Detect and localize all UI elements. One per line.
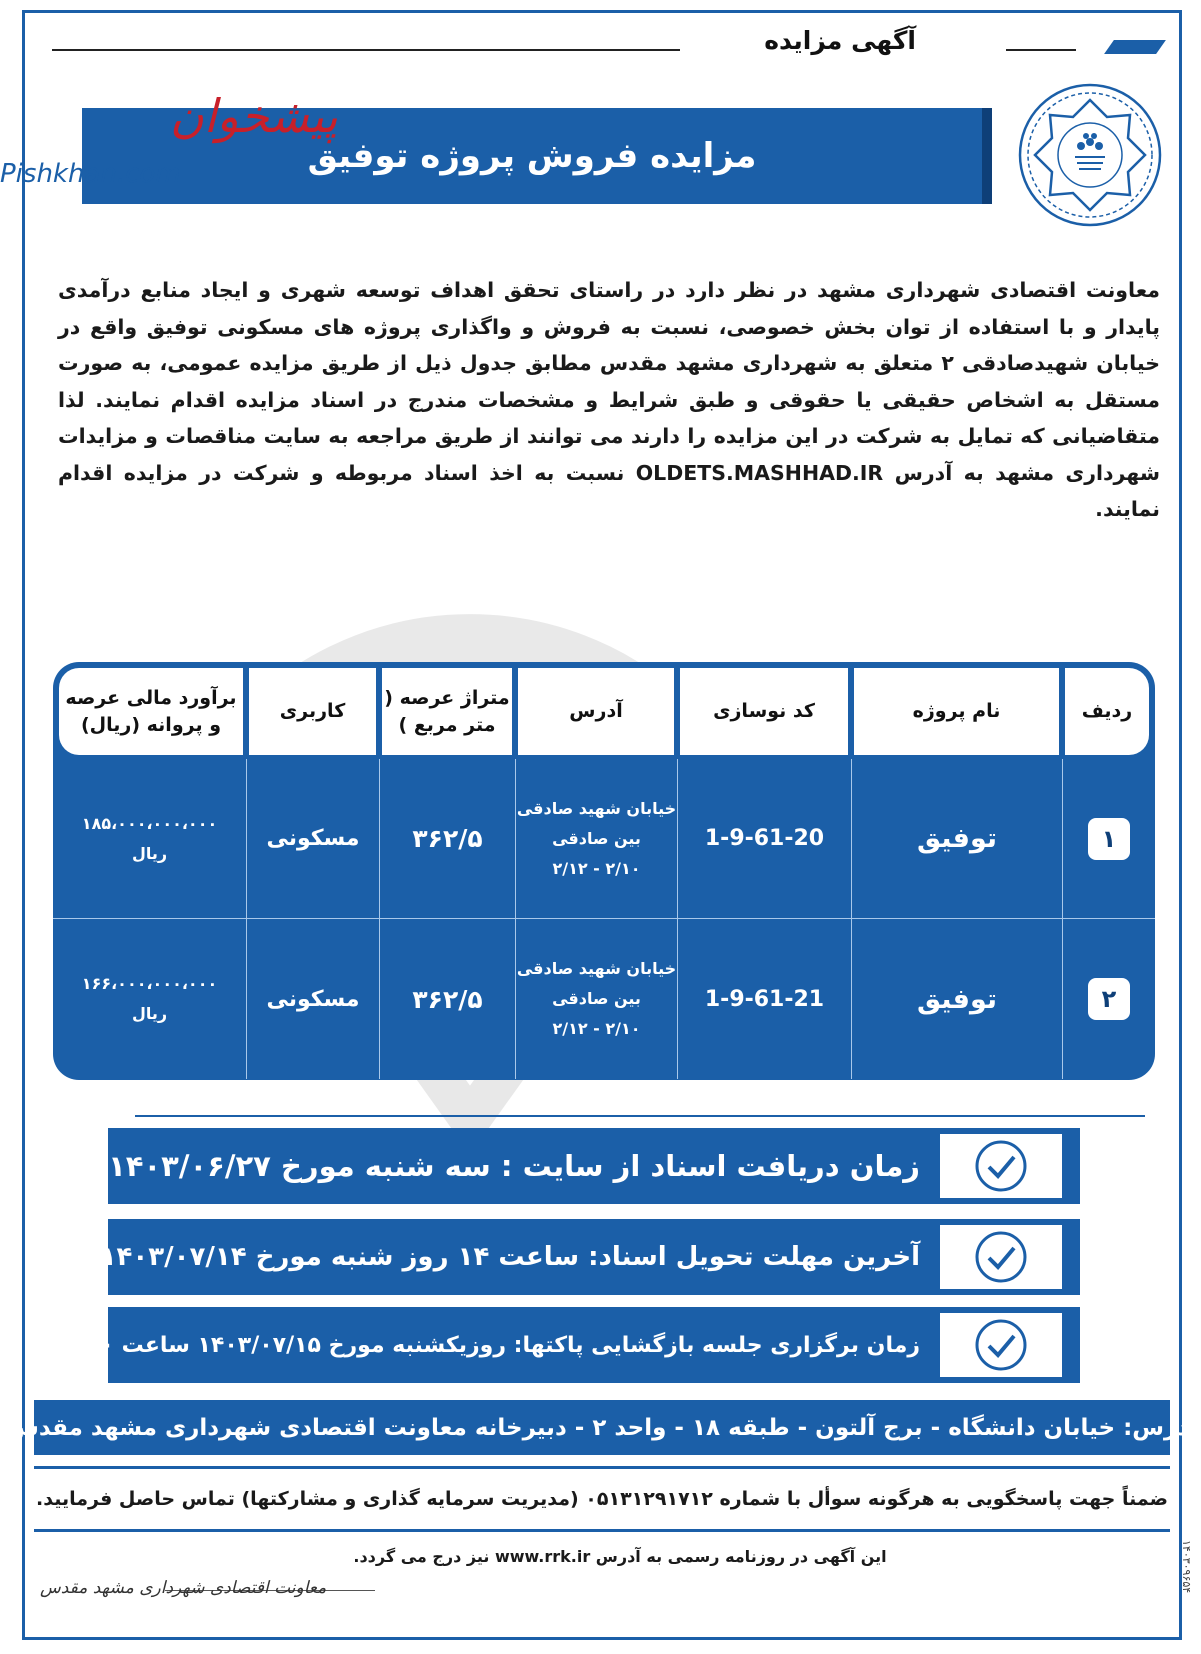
- col-header-area: متراژ عرصه ( متر مربع ): [382, 668, 512, 755]
- deadline-text: زمان دریافت اسناد از سایت : سه شنبه مورخ ۱۴۰۳/۰۶/۲۷: [108, 1149, 920, 1183]
- svg-text:پیشخوان: پیشخوان: [170, 89, 338, 143]
- pishkhan-watermark: [0, 70, 338, 200]
- land-usage: مسکونی: [246, 759, 379, 919]
- contact-text: ضمناً جهت پاسخگویی به هرگونه سوأل با شماره ۰۵۱۳۱۲۹۱۷۱۲ (مدیریت سرمایه گذاری و مشارکتها) تماس حاصل فرمایید.: [36, 1488, 1168, 1510]
- price-unit: ریال: [131, 1004, 168, 1023]
- header-rule-left: [52, 49, 680, 51]
- address-line-1: خیابان شهید صادقی: [516, 959, 677, 978]
- price-unit: ریال: [131, 843, 168, 863]
- project-name: توفیق: [851, 759, 1062, 919]
- check-icon: [940, 1134, 1062, 1198]
- contact-info: [34, 1466, 1170, 1532]
- land-usage: مسکونی: [246, 919, 379, 1079]
- address-line-2: بین صادقی: [552, 989, 641, 1008]
- price-value: ۱۶۶،۰۰۰،۰۰۰،۰۰۰: [81, 974, 218, 993]
- deadline-receive-docs: [108, 1128, 1080, 1204]
- check-icon: [940, 1313, 1062, 1377]
- municipality-logo: [1017, 82, 1163, 228]
- table-row: [1062, 759, 1155, 919]
- intro-paragraph: معاونت اقتصادی شهرداری مشهد در نظر دارد در راستای تحقق اهداف توسعه شهری و ایجاد منابع درآمدی پایدار و با استفاده از توان بخش خصوصی، نسبت به فروش و واگذاری پروژه های مسکونی توفیق واقع در خیابان شهیدصادقی ۲ متعلق به شهرداری مشهد مقدس مطابق جدول ذیل از طریق مزایده عمومی، به صورت مستقل به اشخاص حقیقی یا حقوقی و طبق شرایط و مشخصات مندرج در اسناد مزایده اقدام نمایند. لذا متقاضیانی که تمایل به شرکت در این مزایده را دارند می توانند از طریق مراجعه به سایت مناقصات و مزایدات شهرداری مشهد به آدرس OLDETS.MASHHAD.IR نسبت به اخذ اسناد مربوطه و شرکت در مزایده اقدام نمایند.: [58, 278, 1160, 521]
- row-number: ۱: [1088, 818, 1130, 860]
- signature: معاونت اقتصادی شهرداری مشهد مقدس: [40, 1578, 327, 1598]
- renovation-code: 1-9-61-20: [677, 759, 851, 919]
- land-area: ۳۶۲/۵: [379, 759, 515, 919]
- divider: [135, 1115, 1145, 1117]
- project-name: توفیق: [851, 919, 1062, 1079]
- col-header-code: کد نوسازی: [680, 668, 848, 755]
- footer-note: این آگهی در روزنامه رسمی به آدرس www.rrk.ir نیز درج می گردد.: [353, 1547, 887, 1566]
- estimated-price: [53, 759, 246, 919]
- address-line-3: ۲/۱۰ - ۲/۱۲: [552, 1019, 641, 1038]
- svg-text:Pishkhan.com: Pishkhan.com: [0, 159, 181, 189]
- check-icon: [940, 1225, 1062, 1289]
- address-line-2: بین صادقی: [552, 828, 641, 848]
- col-header-name: نام پروژه: [854, 668, 1059, 755]
- deadline-text: زمان برگزاری جلسه بازگشایی پاکتها: روزیکشنبه مورخ ۱۴۰۳/۰۷/۱۵ ساعت ۱۰ صبح: [33, 1332, 920, 1358]
- deadline-submit-docs: [100, 1219, 1080, 1295]
- table-row: [1062, 919, 1155, 1079]
- header-accent: [1104, 40, 1166, 54]
- office-address-bar: [7, 1400, 1197, 1455]
- page-title: مزایده فروش پروژه توفیق: [307, 136, 757, 176]
- row-number: ۲: [1088, 978, 1130, 1020]
- col-header-usage: کاربری: [249, 668, 376, 755]
- col-header-row: ردیف: [1065, 668, 1149, 755]
- projects-table: [53, 662, 1155, 1080]
- estimated-price: [53, 919, 246, 1079]
- project-address: [515, 759, 677, 919]
- address-line-3: ۲/۱۰ - ۲/۱۲: [552, 858, 641, 878]
- address-line-1: خیابان شهید صادقی: [516, 798, 677, 818]
- ad-code: ۱۴۰۳۰۹۶۵۴: [1180, 1540, 1193, 1594]
- project-address: [515, 919, 677, 1079]
- header-label: آگهی مزایده: [764, 26, 916, 55]
- col-header-price: برآورد مالی عرصه و پروانه (ریال): [59, 668, 243, 755]
- header-rule-right: [1006, 49, 1076, 51]
- renovation-code: 1-9-61-21: [677, 919, 851, 1079]
- office-address: آدرس: خیابان دانشگاه - برج آلتون - طبقه ۱۸ - واحد ۲ - دبیرخانه معاونت اقتصادی شهرداری مشهد مقدس: [7, 1414, 1197, 1441]
- deadline-text: آخرین مهلت تحویل اسناد: ساعت ۱۴ روز شنبه مورخ ۱۴۰۳/۰۷/۱۴: [100, 1242, 920, 1272]
- deadline-opening-session: [33, 1307, 1080, 1383]
- land-area: ۳۶۲/۵: [379, 919, 515, 1079]
- col-header-address: آدرس: [518, 668, 674, 755]
- price-value: ۱۸۵،۰۰۰،۰۰۰،۰۰۰: [81, 813, 218, 833]
